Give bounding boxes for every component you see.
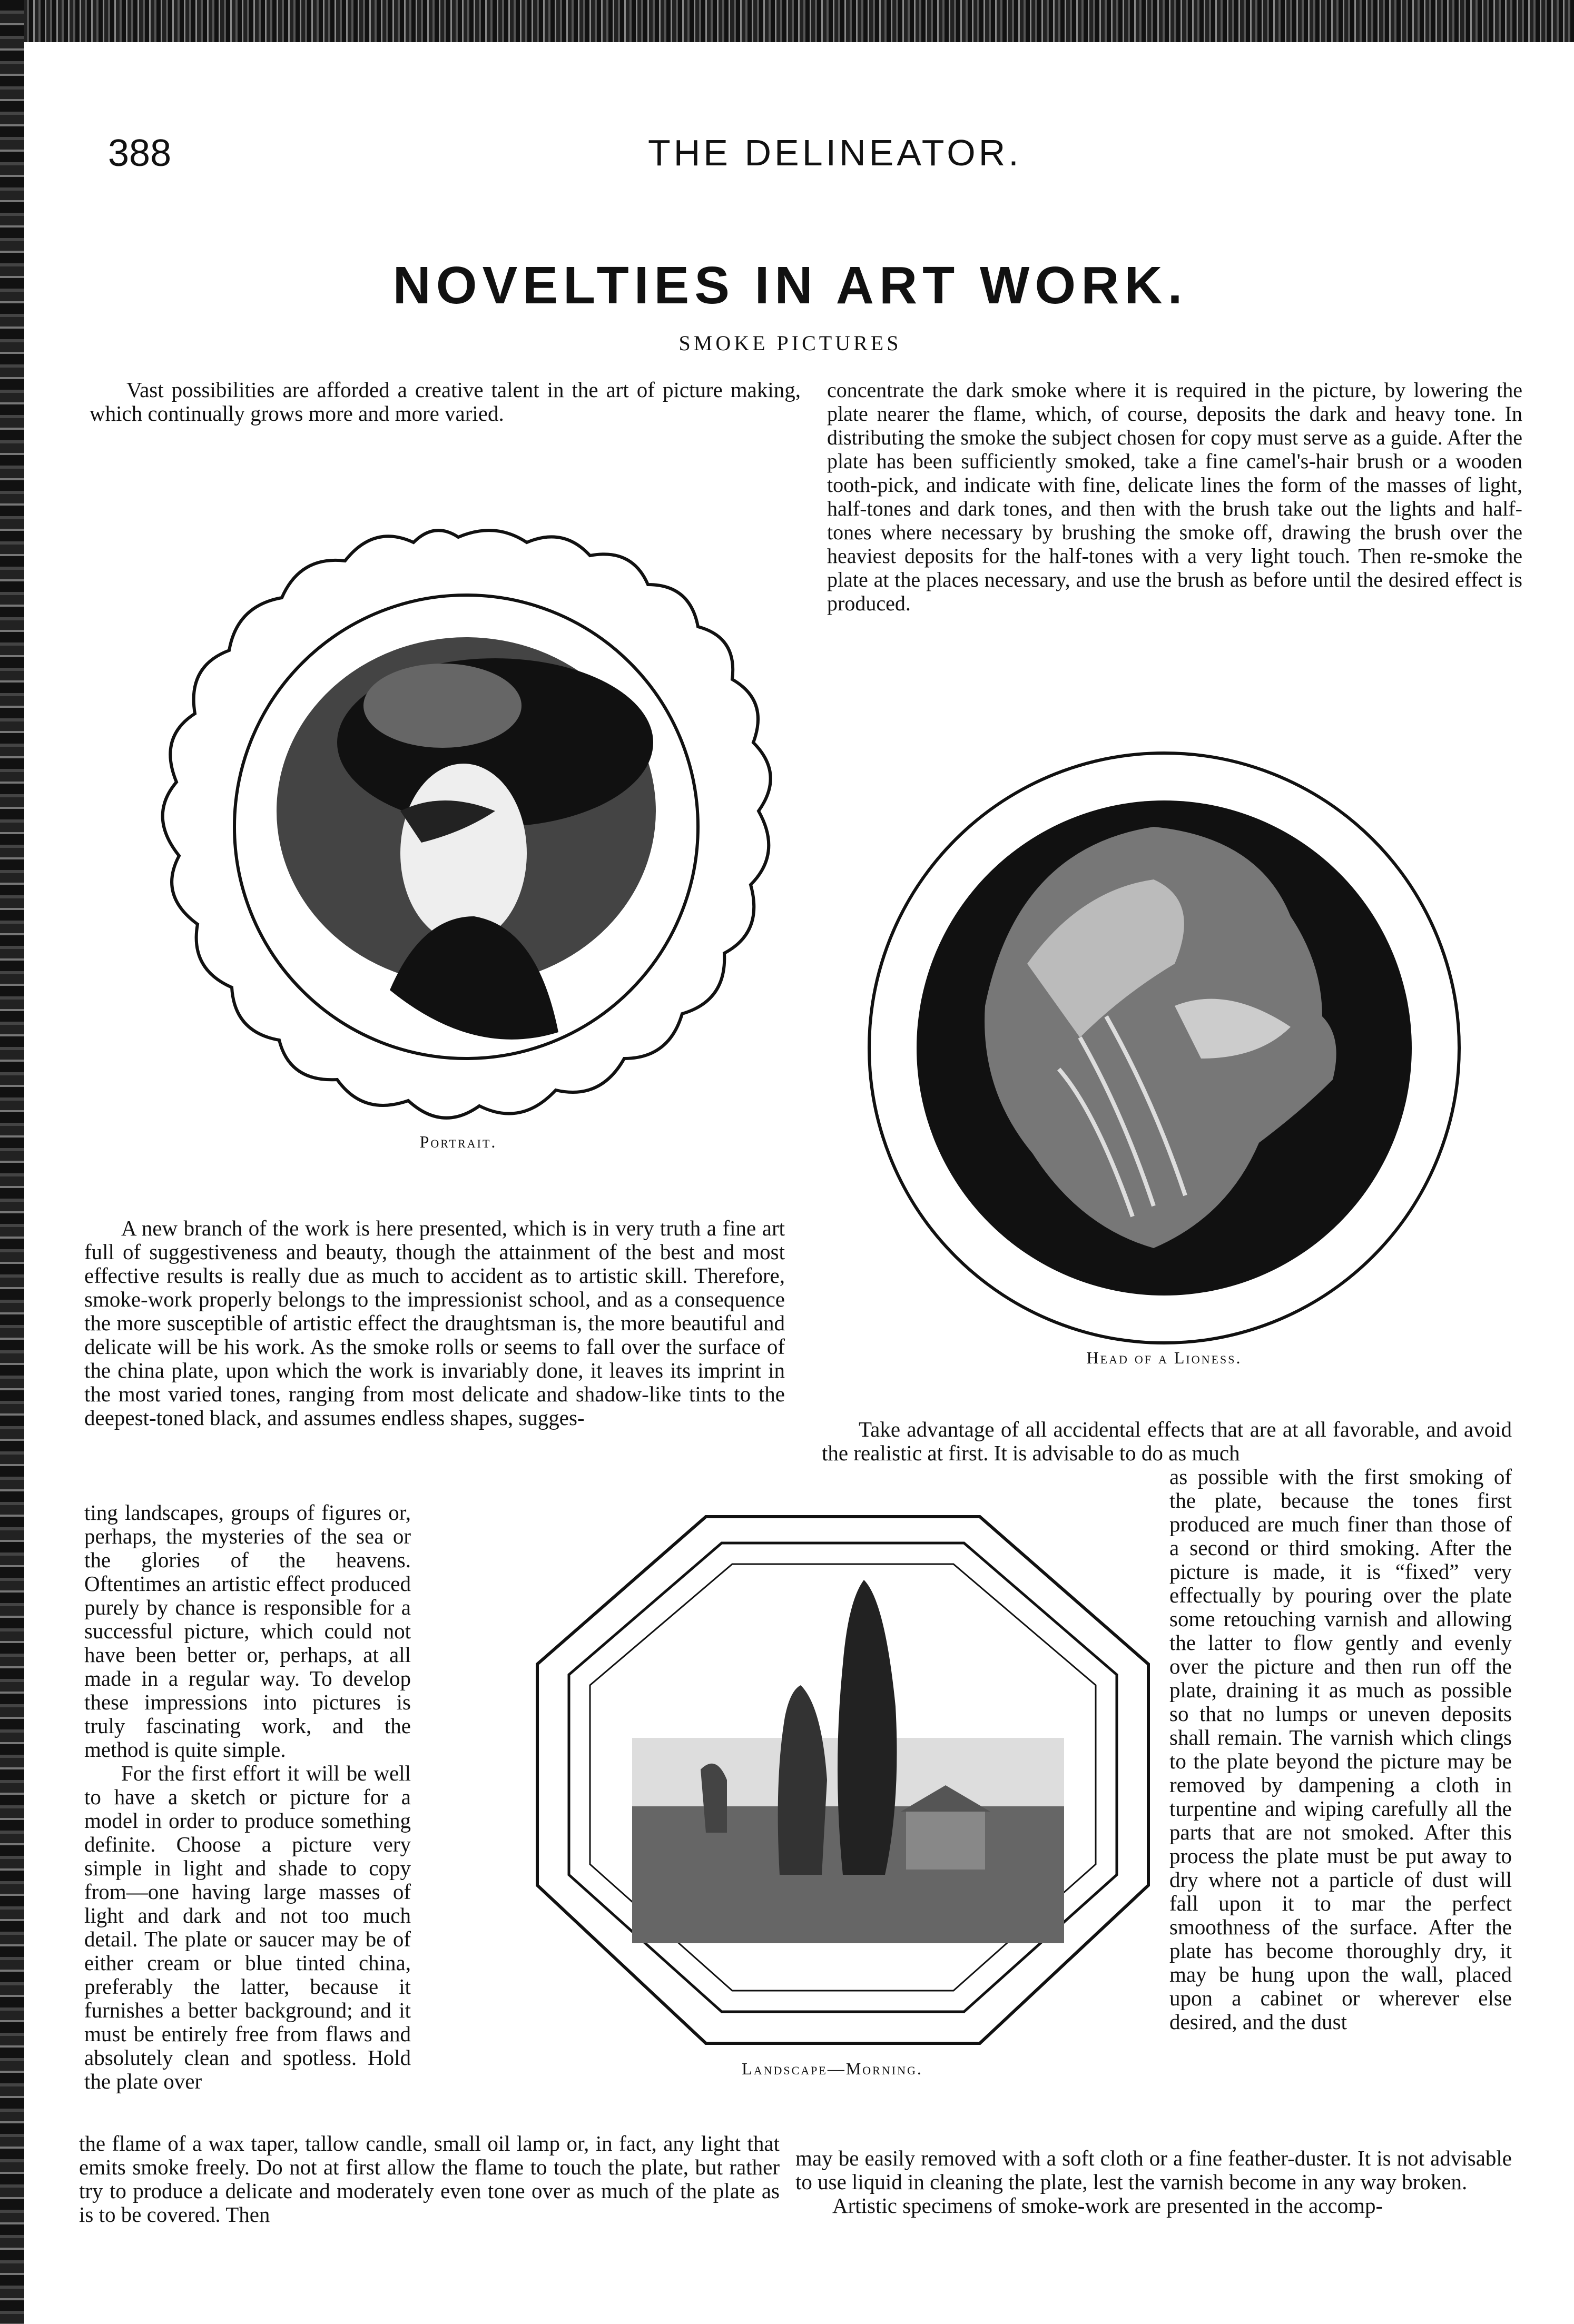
lioness-caption: Head of a Lioness. [1086,1348,1242,1367]
portrait-caption: Portrait. [419,1132,497,1151]
scan-top-edge [0,0,1574,42]
running-head: THE DELINEATOR. [648,132,1022,173]
landscape-caption: Landscape—Morning. [742,2059,923,2078]
advantage-continued: as possible with the first smoking of the plate, because the tones first produced are much finer than those of a second or third smoking. After the picture is made, it is “fixed” very effectually by pouring over the plate some retouching varnish and allowing the latter to flow gently and evenly over the picture and then run off the plate, draining it as much as possible so that no lumps or uneven deposits shall remain. The varnish which clings to the plate beyond the picture may be removed by dampening a cloth in turpentine and wiping carefully all the parts that are not smoked. After this process the plate must be put away to dry where not a particle of dust will fall upon it to mar the perfect smoothness of the surface. After the plate has become thoroughly dry, it may be hung upon the wall, placed upon a cabinet or wherever else desired, and the dust [1169,1465,1512,2034]
branch-paragraph: A new branch of the work is here presented, which is in very truth a fine art full of suggestiveness and beauty, though the attainment of the best and most effective results is really due as much to accident as to artistic skill. Therefore, smoke-work properly belongs to the impressionist school, and as a consequence the more susceptible of artistic effect the draughtsman is, the more beautiful and delicate will be his work. As the smoke rolls or seems to fall over the surface of the china plate, upon which the work is invariably done, it leaves its imprint in the most varied tones, ranging from most delicate and shadow-like tints to the deepest-toned black, and assumes endless shapes, sugges- [84,1216,785,1430]
first-effort-paragraph: For the first effort it will be well to have a sketch or picture for a model in order to produce something definite. Choose a picture very simple in light and shade to copy from—one having large masses of light and dark and not too much detail. The plate or saucer may be of either cream or blue tinted china, preferably the latter, because it furnishes a better background; and it must be entirely free from flaws and absolutely clean and spotless. Hold the plate over [84,1761,411,2093]
scan-left-edge [0,0,24,2324]
bottom-right-column [795,2147,1512,2218]
branch-continued: ting landscapes, groups of figures or, perhaps, the mysteries of the sea or the glories of the heavens. Oftentimes an artistic effect produced purely by chance is responsible for a successful picture, which could not have been better or, perhaps, at all made in a regular way. To develop these impressions into pictures is truly fascinating work, and the method is quite simple. [84,1500,411,1762]
left-narrow-column [84,1501,411,2093]
dust-paragraph: may be easily removed with a soft cloth or a fine feather-duster. It is not advisable to use liquid in cleaning the plate, lest the varnish become in any way broken. [795,2146,1512,2194]
intro-paragraph: Vast possibilities are afforded a creative talent in the art of picture making, which continually grows more and more varied. [90,378,801,426]
portrait-plate-illustration [126,516,790,1148]
article-title: NOVELTIES IN ART WORK. [392,256,1188,315]
artistic-paragraph: Artistic specimens of smoke-work are presented in the accomp- [832,2193,1383,2218]
flame-paragraph: the flame of a wax taper, tallow candle, small oil lamp or, in fact, any light that emits smoke freely. Do not at first allow the flame to touch the plate, but rather try to produce a delicate and moderately even tone over as much of the plate as is to be covered. Then [79,2131,780,2227]
advantage-paragraph: Take advantage of all accidental effects that are at all favorable, and avoid the realistic at first. It is advisable to do as much [822,1417,1512,1465]
landscape-plate-illustration [527,1506,1159,2054]
page-number: 388 [108,132,172,174]
lioness-plate-illustration [859,743,1470,1353]
concentrate-paragraph: concentrate the dark smoke where it is required in the picture, by lowering the plate nearer the flame, which, of course, deposits the dark and heavy tone. In distributing the smoke the subject chosen for copy must serve as a guide. After the plate has been sufficiently smoked, take a fine camel's-hair brush or a wooden tooth-pick, and indicate with fine, delicate lines the form of the masses of light, half-tones and dark tones, and then with the brush take out the lights and half-tones where necessary by brushing the smoke off, drawing the brush over the heaviest deposits for the half-tones with a very light touch. Then re-smoke the plate at the places necessary, and use the brush as before until the desired effect is produced. [827,378,1522,615]
article-subtitle: SMOKE PICTURES [678,331,902,355]
